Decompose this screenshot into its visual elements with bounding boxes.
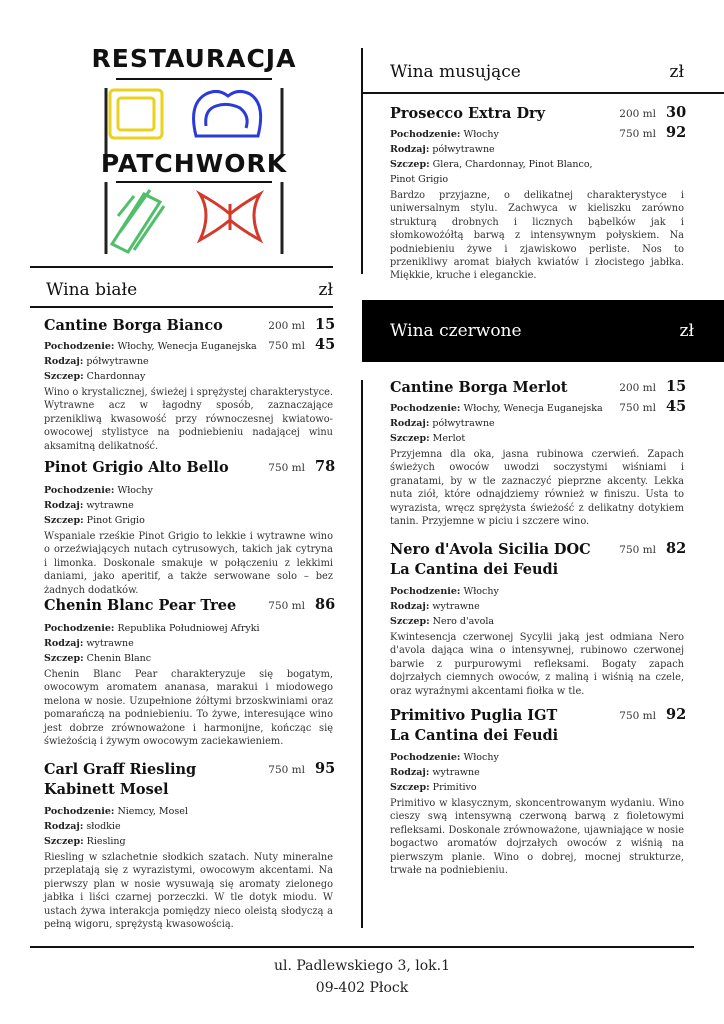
wine-grape: Szczep: Glera, Chardonnay, Pinot Blanco,	[390, 159, 593, 170]
wine-item	[44, 458, 336, 597]
section-title: Wina musujące	[390, 62, 521, 82]
price-row	[268, 760, 336, 777]
price: 82	[666, 540, 687, 557]
wine-item	[390, 706, 687, 877]
section-title: Wina czerwone	[390, 321, 522, 341]
volume: 200 ml	[619, 382, 656, 394]
white-header-rule	[30, 266, 333, 268]
wine-origin: Pochodzenie: Niemcy, Mosel	[44, 806, 188, 817]
wine-origin: Pochodzenie: Republika Południowej Afryki	[44, 623, 260, 634]
wine-type: Rodzaj: półwytrawne	[44, 356, 149, 367]
wine-name-line2: La Cantina dei Feudi	[390, 561, 559, 578]
wine-name: Nero d'Avola Sicilia DOC	[390, 541, 591, 558]
wine-name: Cantine Borga Bianco	[44, 317, 223, 334]
column-divider-bottom	[361, 380, 363, 928]
wine-name: Cantine Borga Merlot	[390, 379, 568, 396]
wine-name-line2: Kabinett Mosel	[44, 781, 169, 798]
sparkling-header-rule	[362, 92, 724, 94]
wine-item	[390, 104, 687, 283]
volume: 750 ml	[619, 402, 656, 414]
price-row	[268, 596, 336, 613]
wine-grape: Szczep: Chenin Blanc	[44, 653, 152, 664]
volume: 750 ml	[619, 544, 656, 556]
wine-origin: Pochodzenie: Włochy, Wenecja Euganejska	[44, 341, 257, 352]
currency-label: zł	[318, 280, 333, 300]
price-row	[268, 458, 336, 475]
wine-description: Wino o krystalicznej, świeżej i sprężystej charakterystyce. Wytrawne acz w łagodny sposób, zaznaczające przenikliwą kwasowość przy równoczesnej kwiatowo-owocowej stylistyce na podniebieniu nadającej winu aksamitną delikatność.	[44, 387, 333, 452]
section-title: Wina białe	[46, 280, 138, 300]
price-row	[268, 336, 336, 353]
wine-item	[44, 596, 336, 748]
wine-type: Rodzaj: wytrawne	[44, 500, 134, 511]
penne-icon	[112, 190, 164, 252]
wine-item	[390, 540, 687, 698]
wine-description: Chenin Blanc Pear charakteryzuje się bogatym, owocowym aromatem ananasa, marakui i miodowego melona w nosie. Uzupełnione żółtymi brzoskwiniami oraz pomarańczą na podniebieniu. To żywe, interesujące wino jest dobrze zrównoważone i harmonijne, kończąc się świeżością i żywym owocowym zaciekawieniem.	[44, 669, 333, 748]
volume: 200 ml	[619, 108, 656, 120]
wine-name: Prosecco Extra Dry	[390, 105, 546, 122]
volume: 200 ml	[268, 320, 305, 332]
logo-rule-bottom	[116, 181, 272, 183]
wine-grape-cont: Pinot Grigio	[390, 174, 449, 185]
price: 95	[315, 760, 336, 777]
red-wines-header	[362, 300, 724, 362]
wine-description: Kwintesencja czerwonej Sycylii jaką jest odmiana Nero d'avola dająca wina o intensywnej, rubinowo czerwonej barwie z purpurowymi refleksami. Bogaty zapach dojrzałych ciemnych owoców, z maliną i wiśnią na czele, oraz wyraźnymi akcentami fiołka w tle.	[390, 632, 684, 697]
wine-type: Rodzaj: wytrawne	[44, 638, 134, 649]
wine-grape: Szczep: Nero d'avola	[390, 616, 495, 627]
wine-item	[390, 378, 687, 528]
price: 15	[315, 316, 336, 333]
wine-origin: Pochodzenie: Włochy	[390, 752, 499, 763]
address-city: 09-402 Płock	[315, 980, 409, 996]
volume: 750 ml	[268, 764, 305, 776]
wine-name: Primitivo Puglia IGT	[390, 707, 558, 724]
volume: 750 ml	[619, 128, 656, 140]
address-street: ul. Padlewskiego 3, lok.1	[273, 958, 451, 974]
ravioli-icon	[110, 90, 162, 138]
farfalle-icon	[200, 194, 260, 240]
price: 45	[666, 398, 687, 415]
wine-type: Rodzaj: półwytrawne	[390, 144, 495, 155]
price-row	[619, 378, 687, 395]
logo-title-line1: RESTAURACJA	[91, 44, 297, 73]
wine-grape: Szczep: Primitivo	[390, 782, 477, 793]
wine-description: Primitivo w klasycznym, skoncentrowanym wydaniu. Wino cieszy swą intensywną czerwoną barwą z fioletowymi refleksami. Doskonale zrównoważone, ujawniające w nosie bogactwo aromatów dojrzałych owoców z wiśnią na pierwszym planie. Wino o dobrej, mocnej strukturze, trwałe na podniebieniu.	[390, 798, 684, 877]
wine-name: Chenin Blanc Pear Tree	[44, 597, 237, 614]
wine-name: Carl Graff Riesling	[44, 761, 197, 778]
wine-description: Riesling w szlachetnie słodkich szatach. Nuty mineralne przeplatają się z wyrazistymi, owocowym akcentami. Na pierwszy plan w nosie wysuwają się aromaty zielonego jabłka i liści czarnej porzeczki. W tle dotyk miodu. W ustach żywa interakcja pomiędzy nieco oleistą słodyczą a pełną wigoru, sprężystą kwasowością.	[44, 852, 333, 931]
logo-title-line2: PATCHWORK	[100, 149, 288, 178]
wine-grape: Szczep: Merlot	[390, 433, 466, 444]
price: 15	[666, 378, 687, 395]
wine-description: Wspaniale rześkie Pinot Grigio to lekkie i wytrawne wino o orzeźwiających nutach cytrusowych, takich jak cytryna i limonka. Doskonale smakuje w połączeniu z lekkimi daniami, jako aperitif, a także serwowane solo – bez żadnych dodatków.	[44, 531, 333, 596]
price: 30	[666, 104, 687, 121]
wine-name: Pinot Grigio Alto Bello	[44, 459, 229, 476]
volume: 750 ml	[268, 462, 305, 474]
price: 78	[315, 458, 336, 475]
footer-rule	[30, 946, 694, 948]
wine-type: Rodzaj: wytrawne	[390, 601, 480, 612]
price: 92	[666, 706, 687, 723]
currency-label: zł	[679, 321, 694, 341]
sparkling-wines-header	[390, 60, 684, 84]
wine-grape: Szczep: Chardonnay	[44, 371, 146, 382]
wine-item	[44, 760, 336, 931]
white-header-rule-bottom	[30, 306, 333, 308]
wine-grape: Szczep: Riesling	[44, 836, 126, 847]
wine-origin: Pochodzenie: Włochy, Wenecja Euganejska	[390, 403, 603, 414]
wine-type: Rodzaj: półwytrawne	[390, 418, 495, 429]
wine-description: Bardzo przyjazne, o delikatnej charakterystyce i uniwersalnym stylu. Zachwyca w kieliszku zarówno strukturą drobnych i licznych bąbelków jak i słomkowożółtą barwą z intensywnym połyskiem. Na podniebieniu żywe i zjawiskowo perliste. Nos to przenikliwy aromat białych kwiatów i złocistego jabłka. Miękkie, kruche i eleganckie.	[390, 190, 684, 282]
wine-grape: Szczep: Pinot Grigio	[44, 515, 145, 526]
price-row	[619, 398, 687, 415]
column-divider-top	[361, 48, 363, 274]
wine-type: Rodzaj: wytrawne	[390, 767, 480, 778]
white-wines-header	[46, 278, 333, 302]
volume: 750 ml	[268, 600, 305, 612]
volume: 750 ml	[268, 340, 305, 352]
wine-origin: Pochodzenie: Włochy	[390, 129, 499, 140]
price-row	[619, 104, 687, 121]
price: 92	[666, 124, 687, 141]
price-row	[619, 124, 687, 141]
wine-origin: Pochodzenie: Włochy	[390, 586, 499, 597]
wine-description: Przyjemna dla oka, jasna rubinowa czerwień. Zapach świeżych owoców uwodzi soczystymi wiśniami i granatami, by w tle zaznaczyć pieprzne akcenty. Lekka nuta ziół, które odnajdziemy również w finiszu. Usta to wyrazista, wręcz sprężysta świeżość z delikatny dotykiem tanin. Przyjemne w piciu i szczere wino.	[390, 449, 684, 528]
dumpling-icon	[194, 91, 261, 136]
wine-type: Rodzaj: słodkie	[44, 821, 121, 832]
volume: 750 ml	[619, 710, 656, 722]
price-row	[268, 316, 336, 333]
price-row	[619, 706, 687, 723]
price-row	[619, 540, 687, 557]
currency-label: zł	[669, 62, 684, 82]
restaurant-logo	[88, 44, 300, 262]
wine-item	[44, 316, 336, 453]
wine-origin: Pochodzenie: Włochy	[44, 485, 153, 496]
wine-name-line2: La Cantina dei Feudi	[390, 727, 559, 744]
price: 86	[315, 596, 336, 613]
price: 45	[315, 336, 336, 353]
